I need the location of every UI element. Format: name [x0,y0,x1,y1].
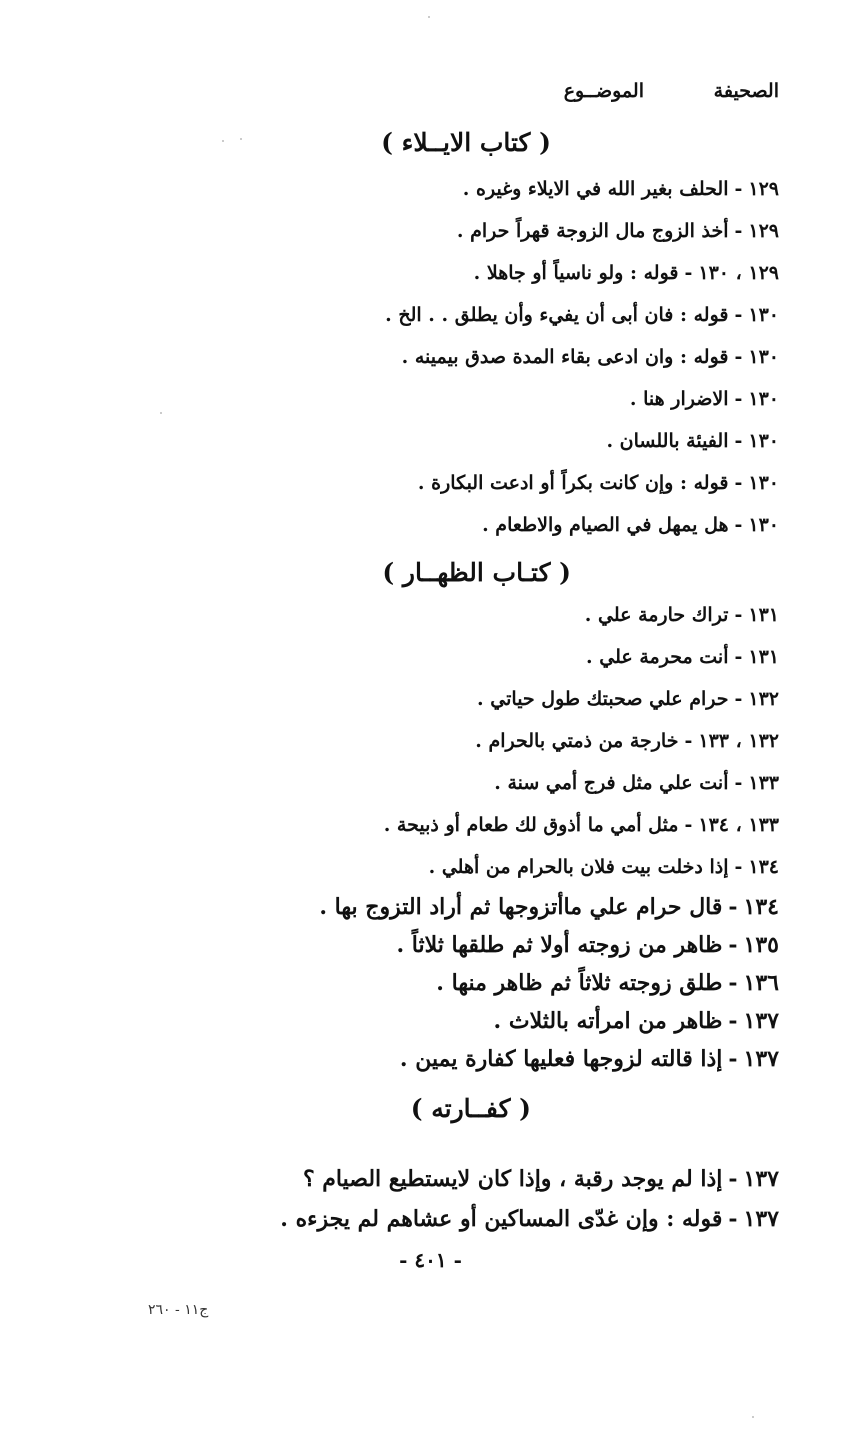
entry-text: مثل أمي ما أذوق لك طعام أو ذبيحة . [383,814,679,836]
entry-text: قوله : فان أبى أن يفيء وأن يطلق . . الخ . [385,304,729,326]
page-number: - ٤٠١ - [399,1248,462,1272]
index-entry: ١٣٤-إذا دخلت بيت فلان بالحرام من أهلي . [428,856,779,878]
entry-text: حرام علي صحبتك طول حياتي . [477,688,729,710]
entry-text: أنت محرمة علي . [586,646,729,668]
entry-page: ١٣٧ [743,1008,779,1034]
entry-page: ١٣٠ [748,388,779,410]
index-entry: ١٣٠-هل يمهل في الصيام والاطعام . [482,514,779,536]
index-entry: ١٣٤-قال حرام علي ماأتزوجها ثم أراد التزوج بها . [319,894,779,920]
entry-text: قال حرام علي ماأتزوجها ثم أراد التزوج بها . [319,894,723,920]
index-entry: ١٣١-تراك حارمة علي . [584,604,779,626]
scan-speck [752,1416,754,1418]
section-title-zihar: ( كتـاب الظهــار ) [382,558,571,587]
entry-page: ١٣١ [748,646,779,668]
index-entry: ١٣٥-ظاهر من زوجته أولا ثم طلقها ثلاثاً . [396,932,779,958]
index-entry: ١٢٩ ، ١٣٠-قوله : ولو ناسياً أو جاهلا . [473,262,779,284]
entry-page: ١٣٧ [743,1046,779,1072]
scan-speck [240,138,242,140]
entry-page: ١٣٣ ، ١٣٤ [698,814,779,836]
entry-text: أنت علي مثل فرج أمي سنة . [494,772,729,794]
header-page-column: الصحيفة [713,80,779,102]
entry-page: ١٣٠ [748,304,779,326]
index-entry: ١٣٧-إذا قالته لزوجها فعليها كفارة يمين . [399,1046,779,1072]
entry-page: ١٢٩ [748,178,779,200]
index-entry: ١٣٣ ، ١٣٤-مثل أمي ما أذوق لك طعام أو ذبيحة . [383,814,779,836]
index-entry: ١٣٦-طلق زوجته ثلاثاً ثم ظاهر منها . [436,970,779,996]
entry-page: ١٢٩ [748,220,779,242]
entry-page: ١٣٢ ، ١٣٣ [698,730,779,752]
entry-page: ١٣١ [748,604,779,626]
index-entry: ١٣١-أنت محرمة علي . [586,646,779,668]
entry-page: ١٢٩ ، ١٣٠ [698,262,779,284]
entry-page: ١٣٠ [748,472,779,494]
entry-text: ظاهر من زوجته أولا ثم طلقها ثلاثاً . [396,932,723,958]
index-entry: ١٣٢-حرام علي صحبتك طول حياتي . [477,688,779,710]
entry-text: الحلف بغير الله في الايلاء وغيره . [462,178,729,200]
entry-page: ١٣٤ [748,856,779,878]
entry-page: ١٣٢ [748,688,779,710]
entry-text: طلق زوجته ثلاثاً ثم ظاهر منها . [436,970,723,996]
printer-signature: ج١١ - ٢٦٠ [148,1302,209,1318]
entry-text: إذا قالته لزوجها فعليها كفارة يمين . [399,1046,723,1072]
index-entry: ١٣٧-قوله : وإن غدّى المساكين أو عشاهم لم يجزءه . [280,1206,779,1232]
header-topic-column: الموضــوع [563,80,644,102]
index-entry: ١٣٠-قوله : وان ادعى بقاء المدة صدق بيمينه . [401,346,779,368]
scan-speck [222,140,224,142]
index-entry: ١٣٧-ظاهر من امرأته بالثلاث . [493,1008,779,1034]
entry-text: ظاهر من امرأته بالثلاث . [493,1008,723,1034]
entry-text: إذا دخلت بيت فلان بالحرام من أهلي . [428,856,729,878]
index-entry: ١٣٠-قوله : فان أبى أن يفيء وأن يطلق . . الخ . [385,304,779,326]
entry-text: قوله : وان ادعى بقاء المدة صدق بيمينه . [401,346,729,368]
entry-text: الاضرار هنا . [629,388,729,410]
entry-page: ١٣٣ [748,772,779,794]
entry-text: تراك حارمة علي . [584,604,729,626]
entry-text: إذا لم يوجد رقبة ، وإذا كان لايستطيع الصيام ؟ [302,1166,723,1192]
index-entry: ١٣٣-أنت علي مثل فرج أمي سنة . [494,772,779,794]
entry-text: قوله : ولو ناسياً أو جاهلا . [473,262,679,284]
entry-text: قوله : وإن كانت بكراً أو ادعت البكارة . [417,472,729,494]
entry-page: ١٣٧ [743,1206,779,1232]
scan-speck [160,412,162,414]
entry-text: خارجة من ذمتي بالحرام . [475,730,679,752]
index-entry: ١٣٠-قوله : وإن كانت بكراً أو ادعت البكارة . [417,472,779,494]
entry-text: قوله : وإن غدّى المساكين أو عشاهم لم يجزءه . [280,1206,723,1232]
entry-page: ١٣٥ [743,932,779,958]
index-entry: ١٣٧-إذا لم يوجد رقبة ، وإذا كان لايستطيع الصيام ؟ [302,1166,779,1192]
index-entry: ١٢٩-الحلف بغير الله في الايلاء وغيره . [462,178,779,200]
index-entry: ١٢٩-أخذ الزوج مال الزوجة قهراً حرام . [456,220,779,242]
entry-page: ١٣٠ [748,346,779,368]
entry-text: الفيئة باللسان . [606,430,729,452]
entry-text: أخذ الزوج مال الزوجة قهراً حرام . [456,220,729,242]
index-entry: ١٣٠-الفيئة باللسان . [606,430,779,452]
entry-text: هل يمهل في الصيام والاطعام . [482,514,729,536]
index-entry: ١٣٢ ، ١٣٣-خارجة من ذمتي بالحرام . [475,730,779,752]
section-title-ila: ( كتاب الايــلاء ) [381,128,551,157]
entry-page: ١٣٤ [743,894,779,920]
scan-speck [428,16,430,18]
index-entry: ١٣٠-الاضرار هنا . [629,388,779,410]
entry-page: ١٣٠ [748,430,779,452]
entry-page: ١٣٦ [743,970,779,996]
entry-page: ١٣٠ [748,514,779,536]
entry-page: ١٣٧ [743,1166,779,1192]
section-title-kaffara: ( كفــارته ) [410,1094,531,1123]
index-header [359,80,779,112]
